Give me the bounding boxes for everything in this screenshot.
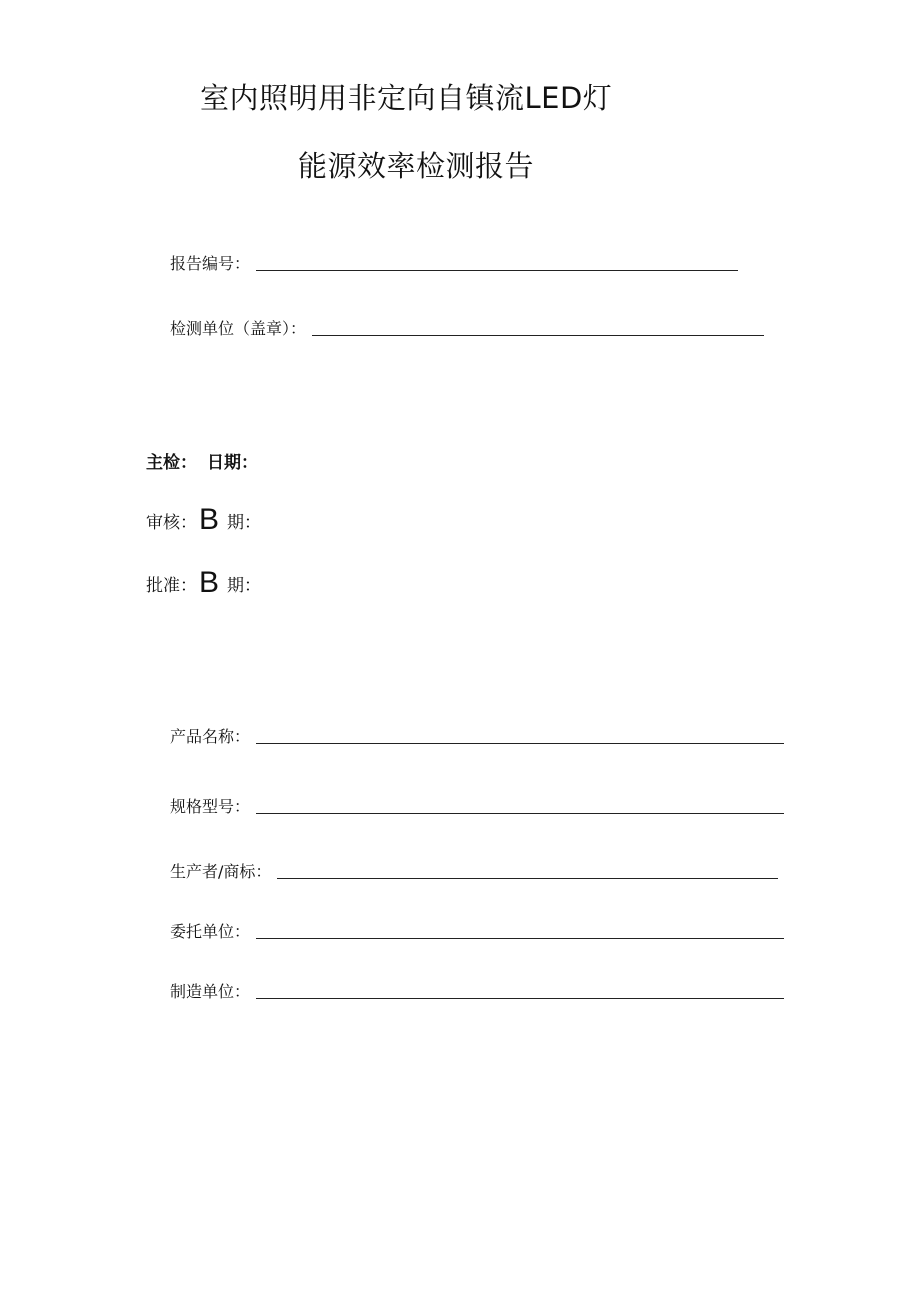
client-label: 委托单位： [170, 922, 251, 941]
reviewer-row [146, 503, 262, 536]
report-number-blank[interactable] [256, 256, 738, 271]
manufacturer-label: 制造单位： [170, 982, 251, 1001]
manufacturer-field [170, 980, 784, 1002]
testing-lab-field [170, 317, 764, 339]
product-name-field [170, 725, 784, 747]
inspector-date-label: 日期： [207, 453, 258, 473]
testing-lab-label: 检测单位（盖章）： [170, 319, 307, 338]
testing-lab-blank[interactable] [312, 321, 764, 336]
client-field [170, 920, 784, 942]
producer-field [170, 860, 778, 882]
report-number-field [170, 252, 738, 274]
model-blank[interactable] [256, 799, 784, 814]
approver-mark: B [199, 566, 220, 599]
report-title-line1: 室内照明用非定向自镇流LED灯 [200, 81, 613, 115]
approver-date-label: 期： [227, 576, 262, 596]
product-name-label: 产品名称： [170, 727, 251, 746]
reviewer-label: 审核： [146, 513, 197, 533]
client-blank[interactable] [256, 924, 784, 939]
product-name-blank[interactable] [256, 729, 784, 744]
producer-blank[interactable] [277, 864, 778, 879]
manufacturer-blank[interactable] [256, 984, 784, 999]
model-field [170, 795, 784, 817]
approver-label: 批准： [146, 576, 197, 596]
inspector-label: 主检： [146, 453, 197, 473]
model-label: 规格型号： [170, 797, 251, 816]
report-number-label: 报告编号： [170, 254, 251, 273]
approver-row [146, 566, 262, 599]
reviewer-mark: B [199, 503, 220, 536]
reviewer-date-label: 期： [227, 513, 262, 533]
inspector-row [146, 448, 258, 473]
report-title-line2: 能源效率检测报告 [298, 149, 535, 183]
producer-label: 生产者/商标： [170, 862, 272, 881]
